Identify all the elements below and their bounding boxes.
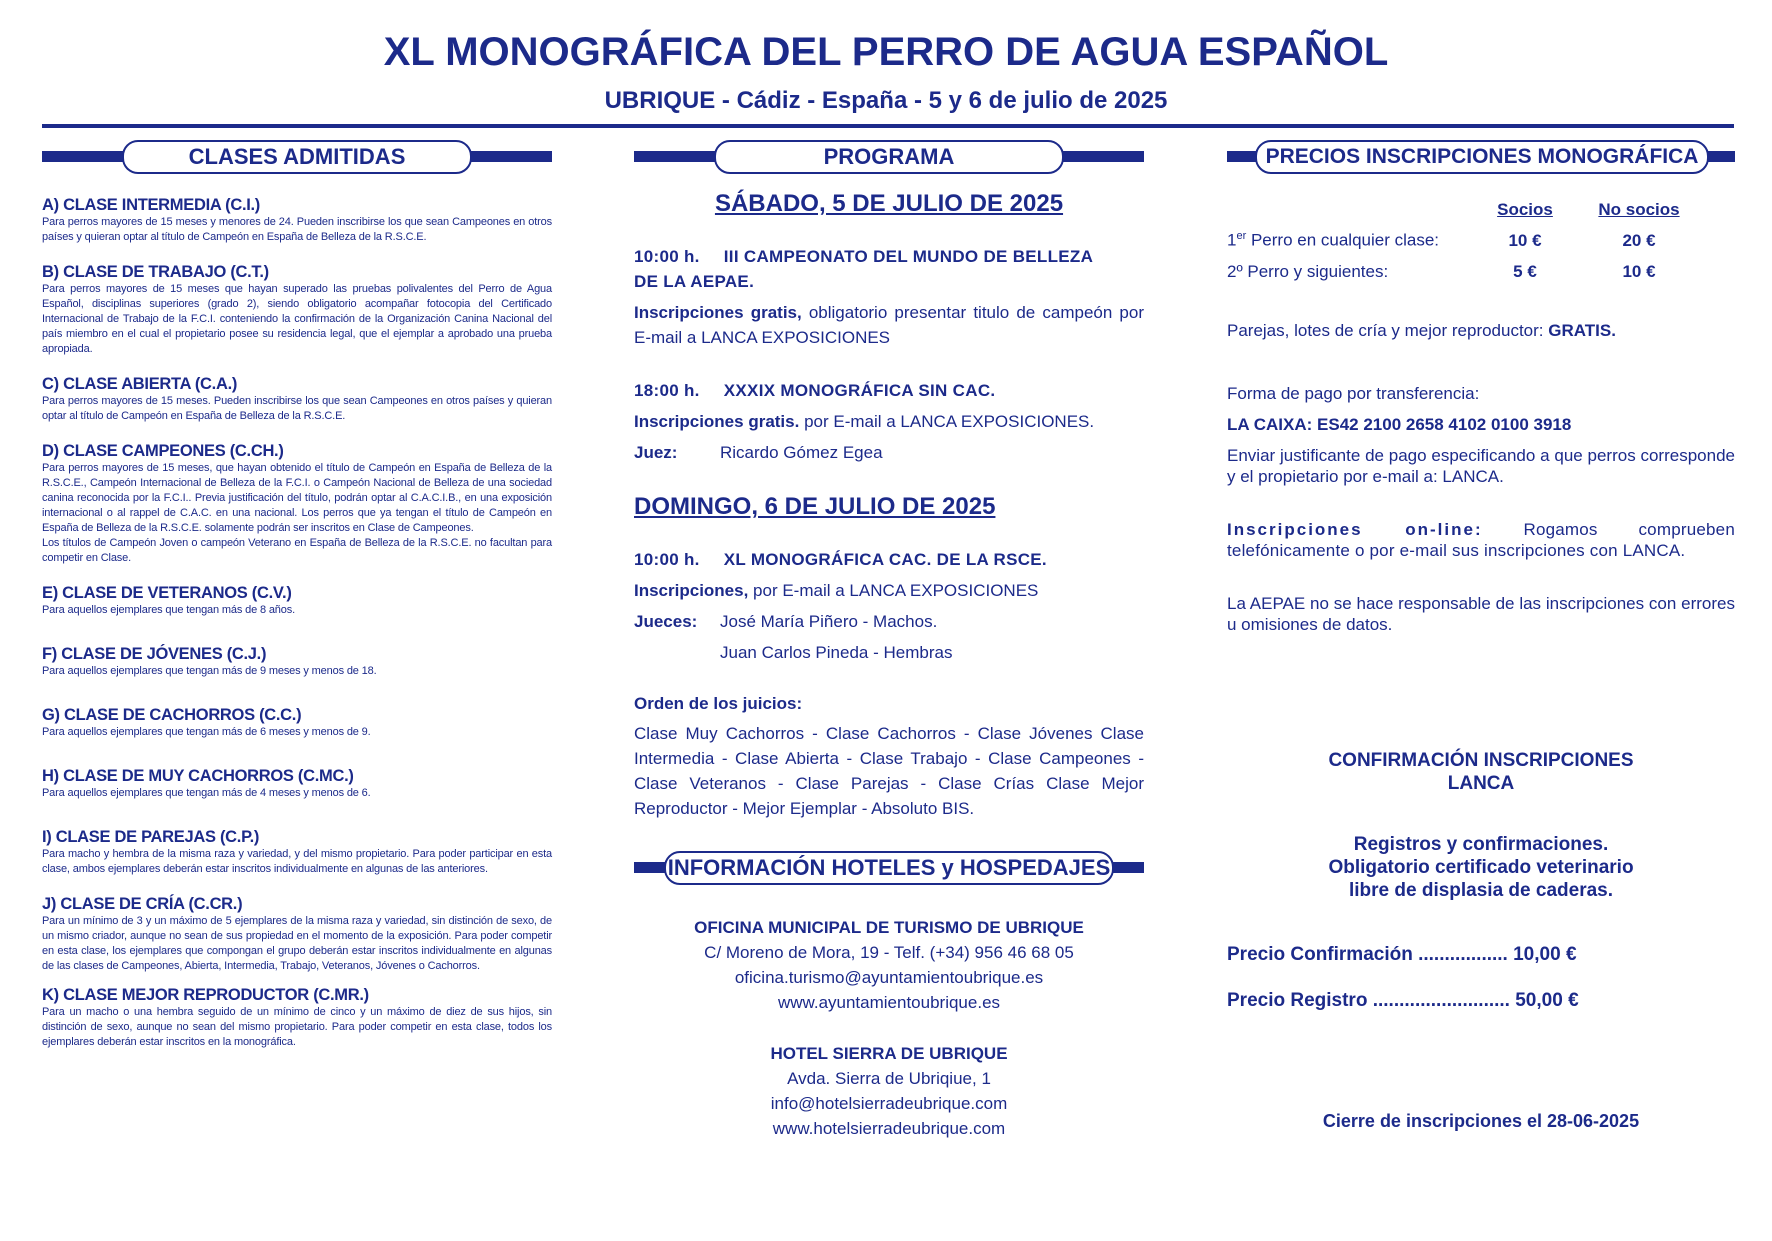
clase-intermedia	[42, 196, 552, 245]
clase-abierta	[42, 375, 552, 424]
precio-registro: Precio Registro .......................... 50,00 €	[1227, 990, 1579, 1011]
col-nosocios: No socios	[1598, 199, 1680, 219]
row1-sup: er	[1236, 230, 1247, 243]
clase-jovenes	[42, 645, 552, 679]
event-inscripciones	[634, 409, 1144, 434]
clase-cachorros	[42, 706, 552, 740]
table-row	[1227, 256, 1703, 287]
oficina-address: C/ Moreno de Mora, 19 - Telf. (+34) 956 46 68 05	[704, 943, 1074, 962]
row1-num: 1	[1227, 230, 1237, 250]
orden-juicios	[634, 691, 1144, 821]
clase-desc: Para un mínimo de 3 y un máximo de 5 ejemplares de la misma raza y variedad, sin distinción de sexo, de un mismo criador, aunque no sean de sus propiedad en el momento de la exposición. Para poder competir en esta clase, los ejemplares que compongan el grupo deberán estar inscritos individualmente en algunas de las clases de Campeones, Abierta, Intermedia, Trabajo, Veteranos, Jóvenes o Cachorros.	[42, 915, 552, 972]
pago-label: Forma de pago por transferencia:	[1227, 384, 1480, 403]
row1-socios: 10 €	[1508, 230, 1542, 250]
hotel-address: Avda. Sierra de Ubriqiue, 1	[787, 1069, 991, 1088]
hotel-email: info@hotelsierradeubrique.com	[770, 1094, 1008, 1113]
clases-column	[42, 140, 552, 1050]
clase-muy-cachorros	[42, 767, 552, 801]
online-text: Rogamos comprueben telefónicamente o por e-mail sus inscripciones con LANCA.	[1227, 520, 1735, 560]
clase-desc: Para perros mayores de 15 meses y menores de 24. Pueden inscribirse los que sean Campeones en otros países y quieran optar al título de Campeón en España de Belleza de la R.S.C.E.	[42, 216, 552, 243]
sabado-event-1	[634, 244, 1144, 350]
registros-c: libre de displasia de caderas.	[1348, 880, 1613, 901]
clase-desc: Para aquellos ejemplares que tengan más de 8 años.	[42, 604, 296, 616]
juez-line	[634, 440, 1144, 465]
clase-title: A) CLASE INTERMEDIA (C.I.)	[42, 196, 260, 214]
jueces-label: Jueces:	[634, 612, 698, 631]
sabado-event-2	[634, 378, 1144, 465]
event-name-cont: DE LA AEPAE.	[634, 272, 755, 291]
row1-nosocios: 20 €	[1622, 230, 1656, 250]
event-heading	[634, 378, 1144, 403]
registros-b: Obligatorio certificado veterinario	[1328, 857, 1634, 878]
event-name: III CAMPEONATO DEL MUNDO DE BELLEZA	[723, 247, 1094, 266]
online-label: Inscripciones on-line:	[1227, 520, 1483, 539]
parejas-line	[1227, 320, 1735, 341]
cierre-inscripciones: Cierre de inscripciones el 28-06-2025	[1322, 1111, 1640, 1131]
clase-parejas	[42, 828, 552, 877]
clase-title: H) CLASE DE MUY CACHORROS (C.MC.)	[42, 767, 354, 785]
col-socios: Socios	[1497, 199, 1553, 219]
insc-text: por E-mail a LANCA EXPOSICIONES	[748, 581, 1039, 600]
clase-veteranos	[42, 584, 552, 618]
clase-title: J) CLASE DE CRÍA (C.CR.)	[42, 895, 243, 913]
juez-name: Ricardo Gómez Egea	[720, 443, 883, 462]
event-heading	[634, 244, 1144, 269]
oficina-name: OFICINA MUNICIPAL DE TURISMO DE UBRIQUE	[694, 918, 1084, 937]
insc-label: Inscripciones gratis,	[634, 303, 802, 322]
clase-trabajo	[42, 263, 552, 357]
clase-desc: Para perros mayores de 15 meses que hayan superado las pruebas polivalentes del Perro de Agua Español, disciplinas superiores (grado 2), siendo obligatorio acompañar fotocopia del Certificado Internacional de Trabajo de la F.C.I. conteniendo la confirmación de la Organización Canina Nacional del país miembro en el cual el propietario posee su residencia legal, que el ejemplar a aprobado una prueba apropiada.	[42, 283, 552, 355]
domingo-event	[634, 547, 1144, 665]
precios-table	[1227, 194, 1703, 287]
juez-hembras: Juan Carlos Pineda - Hembras	[720, 643, 953, 662]
clases-heading: CLASES ADMITIDAS	[122, 140, 472, 174]
header-divider	[42, 124, 1734, 128]
clase-desc: Para macho y hembra de la misma raza y variedad, y del mismo propietario. Para poder participar en esta clase, ambos ejemplares deberán estar inscritos individualmente en algunas de las anteriores.	[42, 848, 552, 875]
table-row	[1227, 225, 1703, 256]
parejas-text: Parejas, lotes de cría y mejor reproductor:	[1227, 321, 1549, 340]
clase-desc-note: Los títulos de Campeón Joven o campeón Veterano en España de Belleza de la R.S.C.E. no facultan para competir en Clase.	[42, 537, 552, 564]
clase-desc: Para aquellos ejemplares que tengan más de 9 meses y menos de 18.	[42, 665, 377, 677]
event-name: XL MONOGRÁFICA CAC. DE LA RSCE.	[723, 550, 1047, 569]
event-inscripciones	[634, 300, 1144, 350]
event-time: 18:00 h.	[634, 381, 700, 400]
clases-banner	[42, 140, 552, 174]
clase-campeones	[42, 442, 552, 566]
insc-label: Inscripciones gratis.	[634, 412, 800, 431]
row2-label: 2º Perro y siguientes:	[1227, 261, 1389, 281]
confirmacion-title	[1227, 749, 1735, 795]
hotel-name: HOTEL SIERRA DE UBRIQUE	[770, 1044, 1008, 1063]
aepae-note: La AEPAE no se hace responsable de las inscripciones con errores u omisiones de datos.	[1227, 594, 1735, 634]
page-title: XL MONOGRÁFICA DEL PERRO DE AGUA ESPAÑOL	[383, 30, 1389, 74]
precios-heading: PRECIOS INSCRIPCIONES MONOGRÁFICA	[1255, 140, 1709, 174]
orden-label: Orden de los juicios:	[634, 694, 803, 713]
precios-column	[1227, 140, 1735, 1132]
clase-title: B) CLASE DE TRABAJO (C.T.)	[42, 263, 269, 281]
insc-label: Inscripciones,	[634, 581, 749, 600]
clase-cria	[42, 895, 552, 974]
page-subtitle: UBRIQUE - Cádiz - España - 5 y 6 de julio de 2025	[604, 87, 1168, 114]
clase-title: C) CLASE ABIERTA (C.A.)	[42, 375, 238, 393]
oficina-email: oficina.turismo@ayuntamientoubrique.es	[734, 968, 1044, 987]
oficina-turismo	[634, 915, 1144, 1015]
justificante: Enviar justificante de pago especificando a que perros corresponde y el propietario por e-mail a: LANCA.	[1227, 446, 1735, 486]
iban: LA CAIXA: ES42 2100 2658 4102 0100 3918	[1227, 415, 1572, 434]
clase-title: F) CLASE DE JÓVENES (C.J.)	[42, 645, 267, 663]
event-inscripciones	[634, 578, 1144, 603]
parejas-gratis: GRATIS.	[1548, 321, 1616, 340]
event-time: 10:00 h.	[634, 550, 700, 569]
registros-note	[1227, 833, 1735, 902]
clase-title: D) CLASE CAMPEONES (C.CH.)	[42, 442, 284, 460]
sabado-title: SÁBADO, 5 DE JULIO DE 2025	[714, 190, 1064, 217]
row2-nosocios: 10 €	[1622, 261, 1656, 281]
insc-text: por E-mail a LANCA EXPOSICIONES.	[799, 412, 1095, 431]
confirmacion-title-a: CONFIRMACIÓN INSCRIPCIONES	[1328, 750, 1634, 771]
insc-text: obligatorio presentar titulo de campeón por E-mail a LANCA EXPOSICIONES	[634, 303, 1144, 347]
event-heading	[634, 547, 1144, 572]
juez-machos: José María Piñero - Machos.	[720, 612, 938, 631]
hotel-web: www.hotelsierradeubrique.com	[772, 1119, 1006, 1138]
event-name: XXXIX MONOGRÁFICA SIN CAC.	[723, 381, 996, 400]
precio-confirmacion: Precio Confirmación ................. 10,00 €	[1227, 944, 1577, 965]
registros-a: Registros y confirmaciones.	[1353, 834, 1609, 855]
row2-socios: 5 €	[1513, 261, 1537, 281]
clase-mejor-reproductor	[42, 986, 552, 1050]
hoteles-heading: INFORMACIÓN HOTELES y HOSPEDAJES	[664, 851, 1114, 885]
confirmacion-title-b: LANCA	[1447, 773, 1515, 794]
row1-label: Perro en cualquier clase:	[1246, 230, 1440, 250]
clase-desc: Para perros mayores de 15 meses. Pueden inscribirse los que sean Campeones en otros países y quieran optar al título de Campeón en España de Belleza de la R.S.C.E.	[42, 395, 552, 422]
domingo-title: DOMINGO, 6 DE JULIO DE 2025	[634, 493, 996, 520]
oficina-web: www.ayuntamientoubrique.es	[777, 993, 1001, 1012]
clase-title: G) CLASE DE CACHORROS (C.C.)	[42, 706, 302, 724]
juez-label: Juez:	[634, 443, 678, 462]
clase-desc: Para aquellos ejemplares que tengan más de 4 meses y menos de 6.	[42, 787, 371, 799]
row-label	[1227, 225, 1475, 256]
hoteles-banner	[634, 851, 1144, 885]
orden-text: Clase Muy Cachorros - Clase Cachorros - Clase Jóvenes Clase Intermedia - Clase Abierta - Clase Trabajo - Clase Campeones - Clase Veteranos - Clase Parejas - Clase Crías Clase Mejor Reproductor - Mejor Ejemplar - Absoluto BIS.	[634, 724, 1144, 818]
precios-header-row	[1227, 194, 1703, 225]
programa-banner	[634, 140, 1144, 174]
hotel-sierra	[634, 1041, 1144, 1141]
programa-heading: PROGRAMA	[714, 140, 1064, 174]
clase-desc: Para un macho o una hembra seguido de un mínimo de cinco y un máximo de diez de sus hijos, sin distinción de sexo, aunque no sean del mismo propietario. Para poder competir en esta clase, todos los ejemplares deberán estar inscritos en la monográfica.	[42, 1006, 552, 1048]
jueces-line-1	[634, 609, 1144, 634]
clase-desc: Para aquellos ejemplares que tengan más de 6 meses y menos de 9.	[42, 726, 371, 738]
online-note	[1227, 519, 1735, 561]
clase-title: K) CLASE MEJOR REPRODUCTOR (C.MR.)	[42, 986, 369, 1004]
event-time: 10:00 h.	[634, 247, 700, 266]
clase-desc: Para perros mayores de 15 meses, que hayan obtenido el título de Campeón en España de Belleza de la R.S.C.E., Campeón Internacional de Belleza de la F.C.I. o Campeón Nacional de Belleza de una sociedad canina reconocida por la F.C.I.. Previa justificación del título, podrán optar al C.A.C.I.B., en una exposición internacional o al rappel de C.A.C. en una nacional. Los perros que ya tengan el título de Campeón en España de Belleza de la R.S.C.E. solamente podrán ser inscritos en Clase de Campeones.	[42, 462, 552, 534]
clase-title: I) CLASE DE PAREJAS (C.P.)	[42, 828, 260, 846]
precios-banner	[1227, 140, 1735, 174]
clase-title: E) CLASE DE VETERANOS (C.V.)	[42, 584, 292, 602]
programa-column	[634, 140, 1144, 1141]
